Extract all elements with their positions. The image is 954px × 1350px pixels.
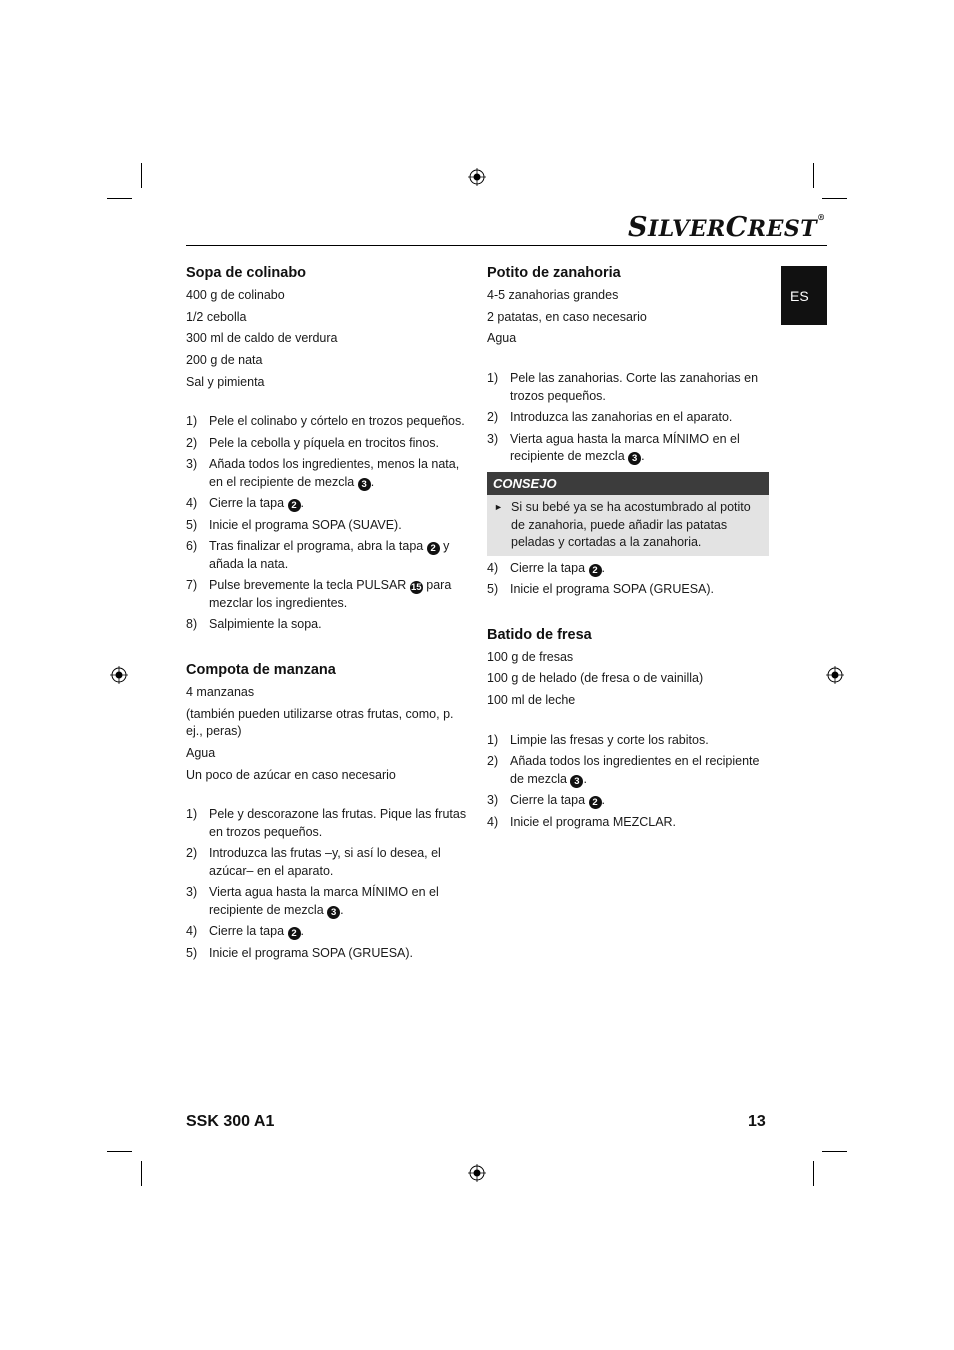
tip-heading: CONSEJO: [487, 472, 769, 496]
step: 4) Cierre la tapa 2 .: [487, 560, 605, 576]
model-number: SSK 300 A1: [186, 1113, 275, 1130]
step: 5) Inicie el programa SOPA (SUAVE).: [186, 517, 402, 532]
crop-mark: [107, 198, 132, 199]
registration-mark-icon: [110, 666, 128, 684]
tip-text: Si su bebé ya se ha acostumbrado al potito de zanahoria, puede añadir las patatas peladas y cortadas a la zanahoria.: [511, 500, 751, 550]
ingredient: 4-5 zanahorias grandes: [487, 288, 619, 302]
part-number-badge: 2: [589, 564, 602, 577]
page-number: 13: [748, 1113, 766, 1130]
ingredient: 2 patatas, en caso necesario: [487, 309, 647, 324]
part-number-badge: 2: [288, 927, 301, 940]
ingredient: 400 g de colinabo: [186, 288, 285, 302]
ingredient: (también pueden utilizarse otras frutas, como, p. ej., peras): [186, 706, 454, 739]
header-rule: [186, 245, 827, 246]
recipe-title: Potito de zanahoria: [487, 265, 621, 281]
part-number-badge: 3: [358, 478, 371, 491]
step: 4) Inicie el programa MEZCLAR.: [487, 814, 677, 829]
crop-mark: [141, 1161, 142, 1186]
ingredient: 200 g de nata: [186, 353, 263, 368]
crop-mark: [822, 198, 847, 199]
left-column: [186, 263, 468, 966]
language-tab: [781, 266, 827, 325]
step: 2) Introduzca las frutas –y, si así lo desea, el azúcar– en el aparato.: [186, 846, 441, 878]
step: 3) Vierta agua hasta la marca MÍNIMO en el recipiente de mezcla 3 .: [186, 885, 439, 918]
ingredient: 4 manzanas: [186, 684, 255, 699]
ingredient: 100 g de helado (de fresa o de vainilla): [487, 671, 704, 686]
ingredient: Agua: [487, 331, 517, 346]
language-tab-label: ES: [790, 288, 809, 304]
step: 7) Pulse brevemente la tecla PULSAR 15 para mezclar los ingredientes.: [186, 578, 452, 610]
step: 1) Limpie las fresas y corte los rabitos.: [487, 732, 709, 747]
ingredient: 300 ml de caldo de verdura: [186, 331, 338, 346]
step: 1) Pele y descorazone las frutas. Pique las frutas en trozos pequeños.: [186, 807, 467, 839]
crop-mark: [813, 1161, 814, 1186]
ingredient: Agua: [186, 745, 216, 760]
step: 3) Añada todos los ingredientes, menos la nata, en el recipiente de mezcla 3 .: [186, 457, 460, 490]
crop-mark: [813, 163, 814, 188]
recipe-title: Batido de fresa: [487, 626, 592, 643]
registration-mark-icon: [468, 168, 486, 186]
recipe-title: Compota de manzana: [186, 661, 336, 678]
registration-mark-icon: [468, 1164, 486, 1182]
part-number-badge: 15: [411, 582, 422, 594]
step: 8) Salpimiente la sopa.: [186, 617, 322, 632]
step: 3) Vierta agua hasta la marca MÍNIMO en el recipiente de mezcla 3 .: [487, 431, 740, 465]
crop-mark: [822, 1151, 847, 1152]
part-number-badge: 3: [628, 452, 641, 465]
crop-mark: [107, 1151, 132, 1152]
ingredient: 100 ml de leche: [487, 692, 576, 707]
step: 2) Introduzca las zanahorias en el aparato.: [487, 410, 733, 425]
arrow-right-icon: ►: [494, 502, 503, 513]
step: 5) Inicie el programa SOPA (GRUESA).: [186, 945, 414, 960]
registration-mark-icon: [826, 666, 844, 684]
step: 1) Pele las zanahorias. Corte las zanahorias en trozos pequeños.: [487, 371, 759, 403]
ingredient: Sal y pimienta: [186, 374, 265, 389]
step: 2) Pele la cebolla y píquela en trocitos finos.: [186, 435, 439, 450]
step: 2) Añada todos los ingredientes en el recipiente de mezcla 3 .: [487, 754, 760, 787]
part-number-badge: 2: [288, 499, 301, 512]
brand-logo: SILVERCREST®: [628, 212, 826, 243]
part-number-badge: 2: [427, 542, 440, 555]
part-number-badge: 3: [570, 775, 583, 788]
step: 5) Inicie el programa SOPA (GRUESA).: [487, 582, 715, 597]
ingredient: Un poco de azúcar en caso necesario: [186, 767, 396, 782]
recipe-title: Sopa de colinabo: [186, 265, 307, 281]
tip-box: [487, 495, 769, 556]
part-number-badge: 3: [327, 906, 340, 919]
ingredient: 100 g de fresas: [487, 649, 574, 664]
step: 3) Cierre la tapa 2 .: [487, 793, 605, 809]
crop-mark: [141, 163, 142, 188]
right-column: [487, 263, 769, 835]
ingredient: 1/2 cebolla: [186, 309, 247, 324]
step: 4) Cierre la tapa 2 .: [186, 496, 304, 512]
step: 1) Pele el colinabo y córtelo en trozos pequeños.: [186, 414, 465, 429]
part-number-badge: 2: [589, 796, 602, 809]
step: 4) Cierre la tapa 2 .: [186, 924, 304, 940]
step: 6) Tras finalizar el programa, abra la tapa 2 y añada la nata.: [186, 539, 450, 571]
